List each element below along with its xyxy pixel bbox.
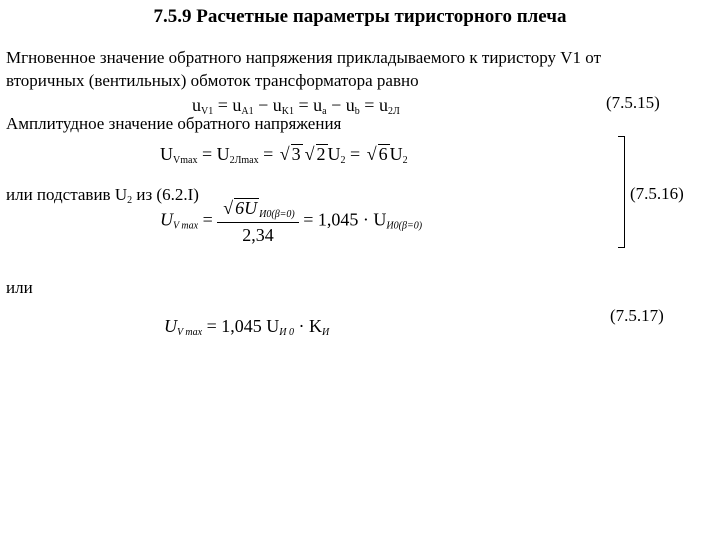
paragraph-3: или подставив $U_2$ из (6.2.I) (6, 185, 199, 206)
paragraph-4: или (6, 278, 33, 297)
equation-7-5-15: $u_{V1} = u_{A1} - u_{K1} = u_a - u_b = u_{2Л}$ (192, 95, 400, 117)
page-title: 7.5.9 Расчетные параметры тиристорного плеча (153, 6, 567, 27)
equation-number-7-5-17: (7.5.17) (610, 306, 664, 325)
sqrt-icon: √ (304, 144, 315, 164)
bracket-line (624, 136, 625, 248)
equation-number-7-5-15: (7.5.15) (606, 93, 660, 112)
sqrt-icon: √ (279, 144, 290, 164)
bracket-top-tick (618, 136, 625, 137)
equation-7-5-16-amplitude: $U_{Vmax} = U_{2Лmax}$ = √ 3 √ 2 $U_2$ = √ 6 $U_2$ (160, 144, 408, 166)
fraction: $\frac{√ 6U _{И0(\beta=0)}}{2,34}$ (217, 198, 299, 245)
sqrt-icon: √ (223, 198, 234, 218)
bracket-bottom-tick (618, 247, 625, 248)
paragraph-1-line-1: Мгновенное значение обратного напряжения прикладываемого к тиристору V1 от (6, 48, 602, 67)
paragraph-2: Амплитудное значение обратного напряжения (6, 114, 342, 133)
paragraph-1-line-2: вторичных (вентильных) обмоток трансформатора равно (6, 71, 419, 90)
sqrt-icon: √ (366, 144, 377, 164)
equation-7-5-16-substituted: $U_{V max}$ = $\frac{√ 6U _{И0(\beta=0)}}{2,34}$ = $1,045 \cdot U_{И0(\beta=0)}$ (160, 198, 423, 245)
equation-7-5-17: $U_{V max} = 1,045$ $U_{И 0} \cdot K_И$ (164, 316, 330, 338)
equation-number-7-5-16: (7.5.16) (630, 184, 684, 203)
